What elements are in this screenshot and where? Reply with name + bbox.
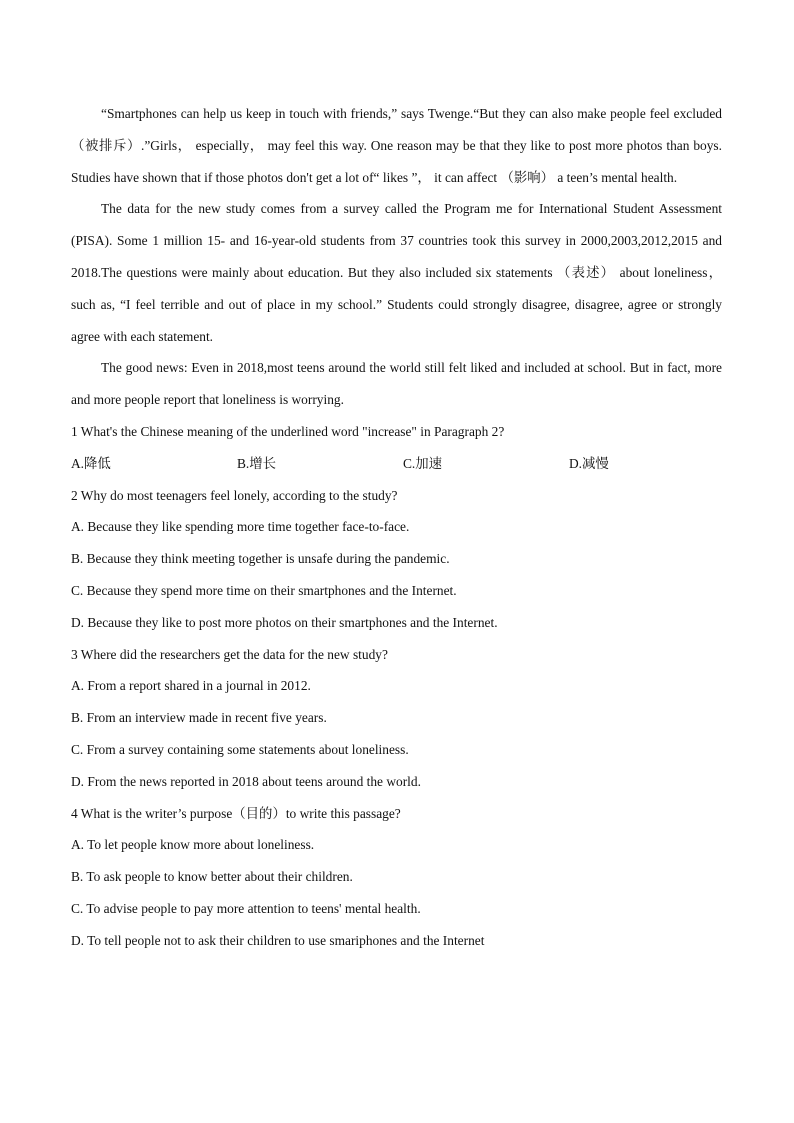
exam-page — [71, 98, 722, 957]
option-c: C. Because they spend more time on their smartphones and the Internet. — [71, 582, 457, 598]
option-a: A. To let people know more about loneliness. — [71, 837, 315, 853]
passage-paragraph-1: “Smartphones can help us keep in touch with friends,” says Twenge.“But they can also make people feel excluded（被排斥）.”Girls， especially， may feel this way. One reason may be that they like to post more photos than boys. Studies have shown that if those photos don't get a lot of“ likes ”， it can affect （影响） a teen’s mental health. — [71, 106, 722, 185]
option-d: D.减慢 — [569, 455, 609, 471]
passage-paragraph-2: The data for the new study comes from a survey called the Program me for International Student Assessment (PISA). Some 1 million 15- and 16-year-old students from 37 countries took this survey in 2000,2003,2012,2015 and 2018.The questions were mainly about education. But they also included six statements （表述） about loneliness， such as, “I feel terrible and out of place in my school.” Students could strongly disagree, disagree, agree or strongly agree with each statement. — [71, 201, 722, 344]
option-d: D. To tell people not to ask their children to use smariphones and the Internet — [71, 932, 485, 948]
question-4 — [71, 798, 722, 957]
option-d: D. From the news reported in 2018 about teens around the world. — [71, 773, 421, 789]
passage-paragraph-3: The good news: Even in 2018,most teens around the world still felt liked and included at school. But in fact, more and more people report that loneliness is worrying. — [71, 360, 722, 408]
option-row — [71, 448, 722, 480]
option-b: B.增长 — [237, 455, 277, 471]
question-stem: 1 What's the Chinese meaning of the underlined word "increase" in Paragraph 2? — [71, 423, 505, 439]
option-d: D. Because they like to post more photos on their smartphones and the Internet. — [71, 614, 498, 630]
option-b: B. To ask people to know better about their children. — [71, 869, 353, 885]
option-a: A. Because they like spending more time together face-to-face. — [71, 519, 410, 535]
option-b: B. Because they think meeting together is unsafe during the pandemic. — [71, 551, 450, 567]
option-c: C. To advise people to pay more attention to teens' mental health. — [71, 900, 421, 916]
option-a: A.降低 — [71, 455, 111, 471]
question-2 — [71, 480, 722, 639]
option-b: B. From an interview made in recent five years. — [71, 710, 327, 726]
question-3 — [71, 639, 722, 798]
question-stem: 2 Why do most teenagers feel lonely, according to the study? — [71, 487, 398, 503]
question-stem: 3 Where did the researchers get the data for the new study? — [71, 646, 388, 662]
question-1 — [71, 416, 722, 480]
option-c: C. From a survey containing some statements about loneliness. — [71, 741, 409, 757]
question-stem: 4 What is the writer’s purpose（目的）to write this passage? — [71, 805, 401, 821]
option-a: A. From a report shared in a journal in 2012. — [71, 678, 311, 694]
option-c: C.加速 — [403, 455, 443, 471]
